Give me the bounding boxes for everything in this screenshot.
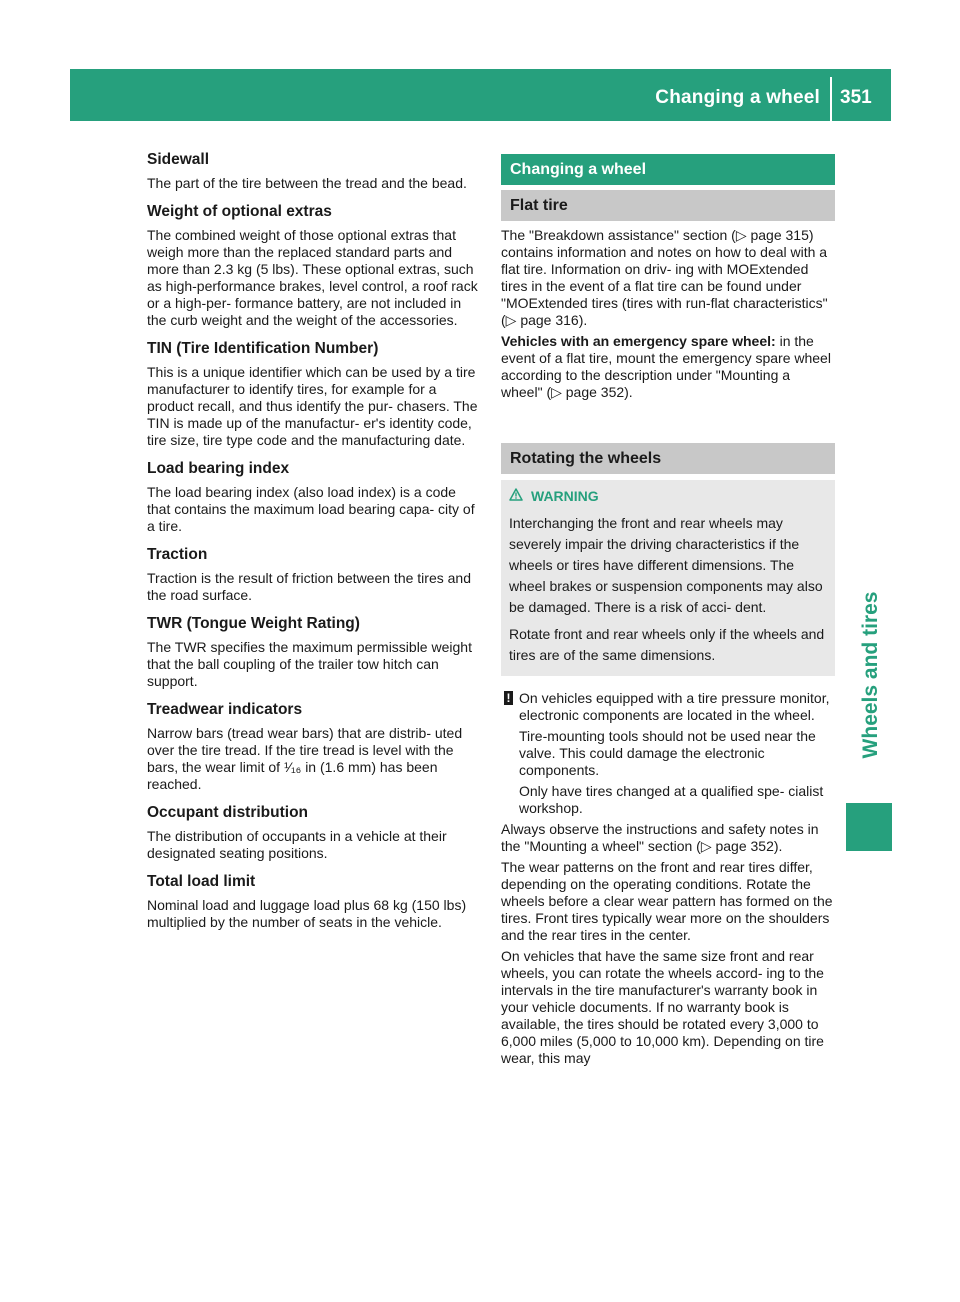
paragraph: Always observe the instructions and safety notes in the "Mounting a wheel" section (▷ page 352). (501, 821, 819, 854)
term-heading: Load bearing index (147, 460, 290, 477)
exclamation-icon: ! (504, 691, 513, 705)
term-definition: Traction is the result of friction between the tires and the road surface. (147, 570, 471, 603)
section-heading: Changing a wheel (501, 154, 835, 185)
term-definition: The part of the tire between the tread and the bead. (147, 175, 467, 191)
warning-text: Interchanging the front and rear wheels may severely impair the driving characteristics if the wheels or tires have different dimensions. The wheel brakes or suspension components may also be damaged. There is a risk of acci- dent. (509, 515, 823, 615)
glossary-entry (147, 459, 482, 535)
glossary-entry (147, 339, 482, 449)
subsection-heading-rotating: Rotating the wheels (501, 443, 835, 474)
paragraph: The wear patterns on the front and rear tires differ, depending on the operating conditions. Rotate the wheels before a clear wear pattern has formed on the tires. Front tires typically wear more on the shoulders and the rear tires in the center. (501, 859, 833, 943)
warning-title: WARNING (531, 488, 599, 504)
glossary-entry (147, 872, 482, 931)
note-line: On vehicles equipped with a tire pressure monitor, electronic components are located in the wheel. (519, 690, 830, 723)
spare-wheel-paragraph (501, 333, 835, 401)
term-heading: Occupant distribution (147, 804, 309, 821)
paragraph: On vehicles that have the same size front and rear wheels, you can rotate the wheels accord- ing to the intervals in the tire manufacturer's warranty book in your vehicle documents. If no warranty book is available, the tires should be rotated every 3,000 to 6,000 miles (5,000 to 10,000 km). Depending on tire wear, this may (501, 948, 824, 1066)
note-line: Only have tires changed at a qualified spe- cialist workshop. (519, 783, 824, 816)
warning-triangle-icon (509, 488, 531, 505)
side-tab-label: Wheels and tires (859, 591, 882, 759)
term-heading: TWR (Tongue Weight Rating) (147, 615, 360, 632)
note-line: Tire-mounting tools should not be used near the valve. This could damage the electronic components. (519, 728, 816, 778)
glossary-entry (147, 202, 482, 329)
term-heading: Total load limit (147, 873, 256, 890)
spare-wheel-label: Vehicles with an emergency spare wheel: (501, 333, 776, 349)
glossary-entry (147, 614, 482, 690)
flat-tire-paragraph: The "Breakdown assistance" section (▷ page 315) contains information and notes on how to deal with a flat tire. Information on driv- ing with MOExtended tires in the event of a flat tire can be found under "MOExtended tires (tires with run-flat characteristics" (▷ page 316). (501, 227, 828, 328)
term-definition: Narrow bars (tread wear bars) that are distrib- uted over the tire tread. If the tire tread is level with the bars, the wear limit of ¹⁄₁₆ in (1.6 mm) has been reached. (147, 725, 463, 792)
glossary-entry (147, 803, 482, 862)
right-column (501, 150, 835, 1071)
term-heading: TIN (Tire Identification Number) (147, 340, 379, 357)
spare-wheel-text: in the event of a flat tire, mount the emergency spare wheel according to the description under "Mounting a wheel" (▷ page 352). (501, 333, 831, 400)
side-tab-marker (846, 803, 892, 851)
term-definition: This is a unique identifier which can be used by a tire manufacturer to identify tires, for example for a product recall, and thus identify the pur- chasers. The TIN is made up of the manufactur- er's identity code, tire size, tire type code and the manufacturing date. (147, 364, 478, 448)
term-heading: Traction (147, 546, 208, 563)
warning-box (501, 480, 835, 676)
term-heading: Weight of optional extras (147, 203, 332, 220)
warning-title-row (509, 488, 827, 505)
glossary-entry (147, 150, 482, 192)
term-definition: The TWR specifies the maximum permissible weight that the ball coupling of the trailer tow hitch can support. (147, 639, 472, 689)
page-title: Changing a wheel (655, 87, 820, 108)
subsection-heading-flat-tire: Flat tire (501, 190, 835, 221)
warning-instruction: Rotate front and rear wheels only if the wheels and tires are of the same dimensions. (509, 626, 825, 663)
glossary-entry (147, 545, 482, 604)
term-heading: Sidewall (147, 151, 210, 168)
term-heading: Treadwear indicators (147, 701, 303, 718)
term-definition: Nominal load and luggage load plus 68 kg (150 lbs) multiplied by the number of seats in the vehicle. (147, 897, 467, 930)
term-definition: The load bearing index (also load index) is a code that contains the maximum load bearing capa- city of a tire. (147, 484, 475, 534)
left-column (147, 150, 482, 941)
side-tab (846, 565, 896, 785)
note-block (501, 690, 835, 817)
page-number: 351 (840, 87, 872, 108)
term-definition: The distribution of occupants in a vehicle at their designated seating positions. (147, 828, 447, 861)
header-divider (830, 77, 832, 121)
term-definition: The combined weight of those optional extras that weigh more than the replaced standard parts and more than 2.3 kg (5 lbs). These optional extras, such as high-performance brakes, level control, a roof rack or a high-per- formance battery, are not included in the curb weight and the weight of the accessories. (147, 227, 478, 328)
glossary-entry (147, 700, 482, 793)
